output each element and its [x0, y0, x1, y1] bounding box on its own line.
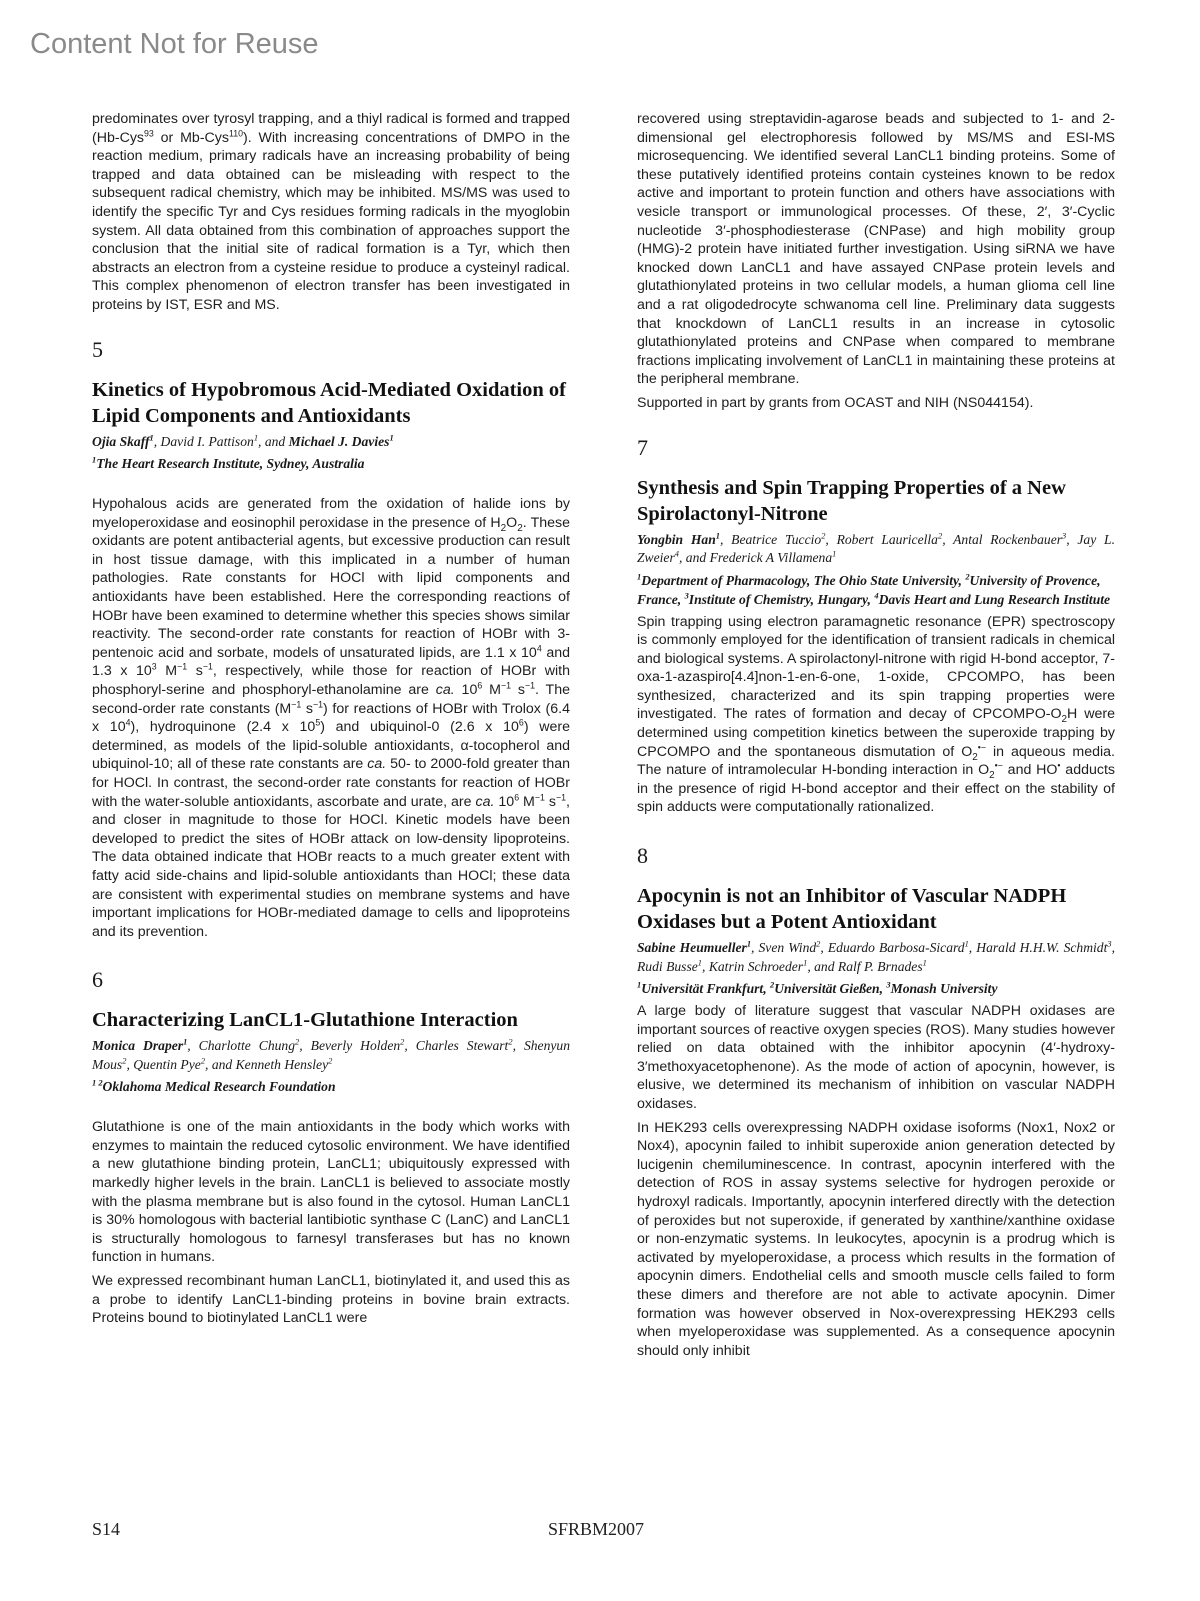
conference-name: SFRBM2007 [548, 1519, 645, 1539]
abstract-title: Kinetics of Hypobromous Acid-Mediated Oxidation of Lipid Components and Antioxidants [92, 378, 566, 427]
abstract-number: 7 [637, 434, 648, 460]
abstract-affiliations: $^1$Universität Frankfurt, $^2$Universität Gießen, $^3$Monash University [637, 979, 998, 997]
left-column [92, 110, 570, 1333]
abstract-authors: Sabine Heumueller$^1$, Sven Wind$^2$, Eduardo Barbosa-Sicard$^1$, Harald H.H.W. Schmidt$^3$, Rudi Busse$^1$, Katrin Schroeder$^1$, and Ralf P. Brnades$^1$ [637, 938, 1115, 974]
abstract-paragraph: A large body of literature suggest that vascular NADPH oxidases are important sources of reactive oxygen species (ROS). Many studies however relied on data obtained with the inhibitor apocynin (4′-hydroxy-3′methoxyacetophenone). As the mode of action of apocynin, however, is elusive, we determined its mechanism of inhibition on vascular NADPH oxidases. [637, 1003, 1115, 1112]
abstract-6 [92, 967, 570, 1328]
abstract-5 [92, 337, 570, 942]
abstract-authors: Yongbin Han$^1$, Beatrice Tuccio$^2$, Robert Lauricella$^2$, Antal Rockenbauer$^3$, Jay L. Zweier$^4$, and Frederick A Villamena$^1$ [637, 529, 1115, 565]
continued-paragraph: recovered using streptavidin-agarose beads and subjected to 1- and 2-dimensional gel electrophoresis followed by MS/MS and ESI-MS microsequencing. We identified several LanCL1 binding proteins. Some of these putatively identified proteins contain cysteines known to be redox active and important to protein function and others have associations with vesicle transport or immunological processes. Of these, 2′, 3′-Cyclic nucleotide 3′-phosphodiesterase (CNPase) and high mobility group (HMG)-2 protein have initiated further investigation. Using siRNA we have knocked down LanCL1 and have assayed CNPase protein levels and glutathionylated proteins in two cellular models, a human glioma cell line and a rat oligodedrocyte schwanoma cell line. Preliminary data suggests that knockdown of LanCL1 results in an increase in cytosolic glutathionylated proteins and CNPase when compared to membrane fractions implicating involvement of LanCL1 in maintaining these proteins at the peripheral membrane. [637, 111, 1115, 388]
abstract-number: 8 [637, 843, 648, 869]
abstract-title: Characterizing LanCL1-Glutathione Interaction [92, 1009, 518, 1032]
intro-paragraph: predominates over tyrosyl trapping, and a thiyl radical is formed and trapped (Hb-Cys$^{93}$ or Mb-Cys$^{110}$). With increasing concentrations of DMPO in the reaction medium, primary radicals have an increasing probability of being trapped and data obtained can be misleading with respect to the subsequent radical chemistry, which may be inhibited. MS/MS was used to identify the specific Tyr and Cys residues forming radicals in the myoglobin system. All data obtained from this combination of approaches support the conclusion that the initial site of radical formation is a Tyr, which then abstracts an electron from a cysteine residue to produce a cysteinyl radical. This complex phenomenon of electron transfer has been investigated in proteins by IST, ESR and MS. [92, 111, 570, 313]
abstract-paragraph: Glutathione is one of the main antioxidants in the body which works with enzymes to maintain the reduced cytosolic environment. We have identified a new glutathione binding protein, LanCL1; ubiquitously expressed with markedly higher levels in the brain. LanCL1 is believed to associate mostly with the plasma membrane but is also found in the cytosol. Human LanCL1 is 30% homologous with bacterial lantibiotic synthase C (LanC) and LanCL1 is structurally homologous to farnesyl transferases but has no known function in humans. [92, 1119, 570, 1266]
right-column [637, 110, 1115, 1365]
abstract-paragraph: Spin trapping using electron paramagnetic resonance (EPR) spectroscopy is commonly employed for the identification of transient radicals in chemical and biological systems. A spirolactonyl-nitrone with rigid H-bond acceptor, 7-oxa-1-azaspiro[4.4]non-1-en-6-one, 1-oxide, CPCOMPO, has been synthesized, characterized and its spin trapping properties were investigated. The rates of formation and decay of CPCOMPO-$O_2H$ were determined using competition kinetics between the superoxide trapping by CPCOMPO and the spontaneous dismutation of $O_2^{•-}$ in aqueous media. The nature of intramolecular H-bonding interaction in $O_2^{•-}$ and HO• adducts in the presence of rigid H-bond acceptor and their effect on the stability of spin adducts were computationally rationalized. [637, 613, 1115, 816]
funding-note: Supported in part by grants from OCAST and NIH (NS044154). [637, 394, 1034, 411]
abstract-authors: Monica Draper$^1$, Charlotte Chung$^2$, Beverly Holden$^2$, Charles Stewart$^2$, Shenyun Mous$^2$, Quentin Pye$^2$, and Kenneth Hensley$^2$ [92, 1036, 570, 1072]
watermark: Content Not for Reuse [30, 28, 319, 60]
abstract-title: Synthesis and Spin Trapping Properties of a New Spirolactonyl-Nitrone [637, 476, 1066, 525]
abstract-paragraph: In HEK293 cells overexpressing NADPH oxidase isoforms (Nox1, Nox2 or Nox4), apocynin failed to inhibit superoxide anion generation detected by lucigenin chemiluminescence. In contrast, apocynin interfered with the detection of ROS in assay systems selective for hydrogen peroxide or hydroxyl radicals. Importantly, apocynin interfered directly with the detection of peroxides but not superoxide, if generated by xanthine/xanthine oxidase or non-enzymatic systems. In leukocytes, apocynin is a prodrug which is activated by myeloperoxidase, a process which results in the formation of apocynin dimers. Endothelial cells and smooth muscle cells failed to form these dimers and therefore are not able to activate apocynin. Dimer formation was however observed in Nox-overexpressing HEK293 cells when myeloperoxidase was supplemented. As a consequence apocynin should only inhibit [637, 1119, 1115, 1359]
page-number: S14 [92, 1519, 121, 1539]
abstract-affiliations: $^1$Department of Pharmacology, The Ohio State University, $^2$University of Provence, France, $^3$Institute of Chemistry, Hungary, $^4$Davis Heart and Lung Research Institute [637, 570, 1111, 607]
abstract-paragraph: We expressed recombinant human LanCL1, biotinylated it, and used this as a probe to identify LanCL1-binding proteins in bovine brain extracts. Proteins bound to biotinylated LanCL1 were [92, 1273, 570, 1327]
abstract-number: 6 [92, 967, 103, 993]
abstract-8 [637, 843, 1115, 1360]
abstract-number: 5 [92, 336, 103, 362]
abstract-affiliations: $^1$The Heart Research Institute, Sydney, Australia [92, 454, 365, 472]
abstract-affiliations: $^{1 2}$Oklahoma Medical Research Foundation [92, 1077, 336, 1095]
abstract-title: Apocynin is not an Inhibitor of Vascular NADPH Oxidases but a Potent Antioxidant [637, 885, 1067, 934]
abstract-authors: Ojia Skaff$^1$, David I. Pattison$^1$, and Michael J. Davies$^1$ [92, 432, 394, 449]
abstract-7 [637, 435, 1115, 818]
abstract-paragraph: Hypohalous acids are generated from the oxidation of halide ions by myeloperoxidase and eosinophil peroxidase in the presence of $H_2O_2$. These oxidants are potent antibacterial agents, but excessive production can result in host tissue damage, with this implicated in a number of human pathologies. Rate constants for HOCl with lipid components and antioxidants have been established. Here the corresponding reactions of HOBr have been examined to determine whether this species shows similar reactivity. The second-order rate constants for reaction of HOBr with 3-pentenoic acid and sorbate, models of unsaturated lipids, are 1.1 x $10^4$ and 1.3 x $10^3$ $M^{-1}$ $s^{-1}$, respectively, while those for reaction of HOBr with phosphoryl-serine and phosphoryl-ethanolamine are ca. $10^6$ $M^{-1}$ $s^{-1}$. The second-order rate constants ($M^{-1}$ $s^{-1}$) for reactions of HOBr with Trolox (6.4 x $10^4$), hydroquinone (2.4 x $10^5$) and ubiquinol-0 (2.6 x $10^6$) were determined, as models of the lipid-soluble antioxidants, α-tocopherol and ubiquinol-10; all of these rate constants are ca. 50- to 2000-fold greater than for HOCl. In contrast, the second-order rate constants for reaction of HOBr with the water-soluble antioxidants, ascorbate and urate, are ca. $10^6$ $M^{-1}$ $s^{-1}$, and closer in magnitude to those for HOCl. Kinetic models have been developed to predict the sites of HOBr attack on low-density lipoproteins. The data obtained indicate that HOBr reacts to a much greater extent with fatty acid side-chains and lipid-soluble antioxidants than HOCl; these data are consistent with experimental studies on membrane systems and have important implications for HOBr-mediated damage to cells and lipoproteins and its prevention. [92, 496, 571, 940]
